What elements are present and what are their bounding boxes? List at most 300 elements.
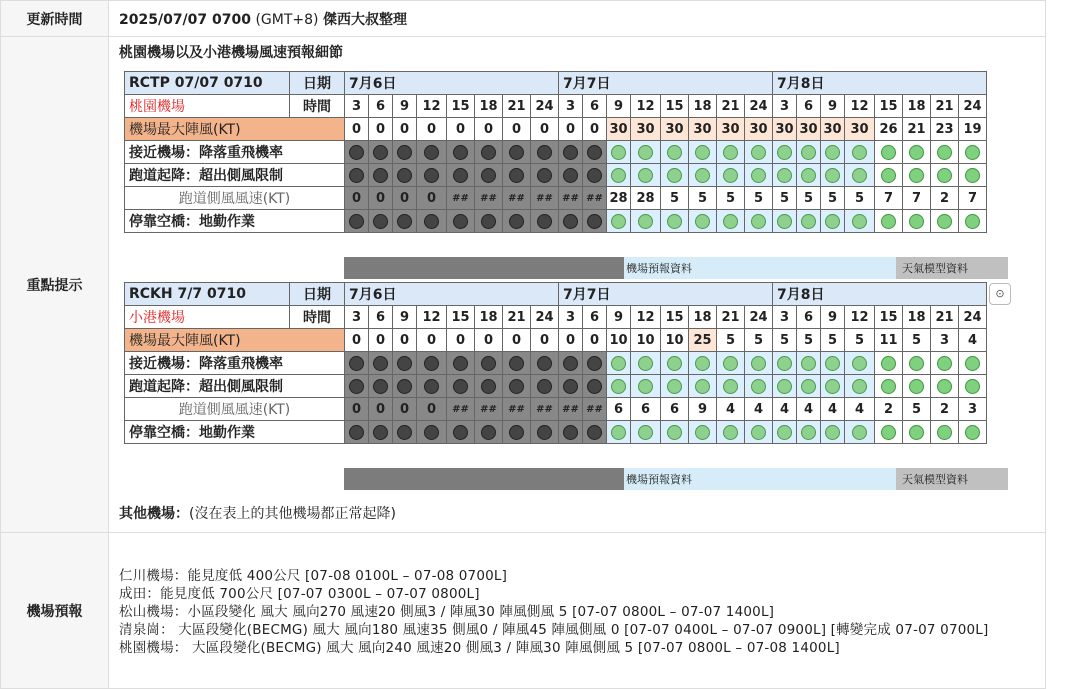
risk-cell xyxy=(661,164,689,187)
status-dot-icon xyxy=(909,145,924,160)
risk-cell xyxy=(475,141,503,164)
status-dot-icon xyxy=(777,356,792,371)
status-dot-icon xyxy=(481,356,496,371)
gust-cell: 5 xyxy=(903,329,931,352)
status-dot-icon xyxy=(611,168,626,183)
status-dot-icon xyxy=(723,356,738,371)
gate-cell xyxy=(447,421,475,444)
hour-cell: 12 xyxy=(631,95,661,118)
hour-cell: 12 xyxy=(417,95,447,118)
hour-cell: 21 xyxy=(503,95,531,118)
risk-cell xyxy=(745,164,773,187)
status-dot-icon xyxy=(881,379,896,394)
risk-cell xyxy=(417,352,447,375)
status-dot-icon xyxy=(667,425,682,440)
xwind-cell: ## xyxy=(531,187,559,210)
risk-cell xyxy=(559,352,583,375)
risk-cell xyxy=(689,141,717,164)
status-dot-icon xyxy=(424,168,439,183)
xwind-cell: 28 xyxy=(607,187,631,210)
xwind-row xyxy=(125,398,987,421)
other-note: (沒在表上的其他機場都正常起降) xyxy=(189,506,396,522)
status-dot-icon xyxy=(481,168,496,183)
status-dot-icon xyxy=(453,214,468,229)
status-dot-icon xyxy=(563,425,578,440)
time-label: 時間 xyxy=(290,95,345,118)
gate-cell xyxy=(959,421,987,444)
gate-cell xyxy=(531,210,559,233)
risk-row xyxy=(125,352,987,375)
hour-cell: 18 xyxy=(475,95,503,118)
status-dot-icon xyxy=(909,214,924,229)
risk-cell xyxy=(503,164,531,187)
legend-forecast-label: 機場預報資料 xyxy=(626,473,692,486)
risk-cell xyxy=(583,164,607,187)
gate-cell xyxy=(607,210,631,233)
status-dot-icon xyxy=(453,425,468,440)
status-dot-icon xyxy=(638,214,653,229)
status-dot-icon xyxy=(397,425,412,440)
gust-cell: 0 xyxy=(393,329,417,352)
status-dot-icon xyxy=(852,425,867,440)
gate-label: 停靠空橋：地勤作業 xyxy=(125,210,345,233)
hour-cell: 18 xyxy=(475,306,503,329)
status-dot-icon xyxy=(349,168,364,183)
status-dot-icon xyxy=(937,145,952,160)
airport-code: RCTP 07/07 0710 xyxy=(125,72,290,95)
status-dot-icon xyxy=(937,214,952,229)
gust-cell: 0 xyxy=(417,118,447,141)
risk-cell xyxy=(959,141,987,164)
status-dot-icon xyxy=(611,214,626,229)
risk-cell xyxy=(959,375,987,398)
hour-cell: 6 xyxy=(369,306,393,329)
status-dot-icon xyxy=(777,168,792,183)
gate-cell xyxy=(717,210,745,233)
hour-cell: 6 xyxy=(583,95,607,118)
status-dot-icon xyxy=(349,379,364,394)
hour-cell: 24 xyxy=(959,306,987,329)
xwind-cell: 0 xyxy=(417,187,447,210)
status-dot-icon xyxy=(397,356,412,371)
gust-row xyxy=(125,118,987,141)
hour-cell: 24 xyxy=(745,95,773,118)
status-dot-icon xyxy=(373,145,388,160)
xwind-cell: 9 xyxy=(689,398,717,421)
gust-cell: 30 xyxy=(845,118,875,141)
status-dot-icon xyxy=(825,214,840,229)
xwind-cell: 7 xyxy=(959,187,987,210)
gust-cell: 5 xyxy=(797,329,821,352)
hour-cell: 24 xyxy=(531,306,559,329)
airport-code: RCKH 7/7 0710 xyxy=(125,283,290,306)
risk-cell xyxy=(797,375,821,398)
risk-cell xyxy=(821,164,845,187)
risk-cell xyxy=(931,352,959,375)
status-dot-icon xyxy=(801,356,816,371)
risk-row xyxy=(125,141,987,164)
status-dot-icon xyxy=(751,356,766,371)
xwind-cell: ## xyxy=(503,398,531,421)
status-dot-icon xyxy=(881,425,896,440)
xwind-cell: 0 xyxy=(369,398,393,421)
risk-cell xyxy=(661,375,689,398)
status-dot-icon xyxy=(777,379,792,394)
status-dot-icon xyxy=(852,145,867,160)
risk-cell xyxy=(717,141,745,164)
gust-cell: 0 xyxy=(393,118,417,141)
status-dot-icon xyxy=(453,356,468,371)
gate-cell xyxy=(689,421,717,444)
status-dot-icon xyxy=(723,145,738,160)
risk-cell xyxy=(845,352,875,375)
header-row xyxy=(125,283,987,306)
gust-cell: 30 xyxy=(607,118,631,141)
gust-cell: 0 xyxy=(531,329,559,352)
status-dot-icon xyxy=(638,145,653,160)
risk-row xyxy=(125,375,987,398)
status-dot-icon xyxy=(852,379,867,394)
status-dot-icon xyxy=(453,145,468,160)
risk-cell xyxy=(845,164,875,187)
xwind-cell: 4 xyxy=(745,398,773,421)
hour-cell: 15 xyxy=(875,306,903,329)
status-dot-icon xyxy=(638,379,653,394)
status-dot-icon xyxy=(751,168,766,183)
gate-cell xyxy=(607,421,631,444)
status-dot-icon xyxy=(695,168,710,183)
risk-cell xyxy=(903,375,931,398)
xwind-cell: 4 xyxy=(773,398,797,421)
status-dot-icon xyxy=(801,379,816,394)
status-dot-icon xyxy=(397,379,412,394)
status-dot-icon xyxy=(909,356,924,371)
gust-row xyxy=(125,329,987,352)
hour-cell: 18 xyxy=(689,306,717,329)
status-dot-icon xyxy=(537,145,552,160)
risk-cell xyxy=(903,141,931,164)
gust-cell: 10 xyxy=(607,329,631,352)
gust-cell: 26 xyxy=(875,118,903,141)
risk-cell xyxy=(417,375,447,398)
gate-cell xyxy=(745,210,773,233)
gust-cell: 5 xyxy=(745,329,773,352)
risk-cell xyxy=(583,352,607,375)
risk-cell xyxy=(345,141,369,164)
risk-cell xyxy=(559,141,583,164)
status-dot-icon xyxy=(349,425,364,440)
status-dot-icon xyxy=(937,379,952,394)
xwind-cell: ## xyxy=(503,187,531,210)
status-dot-icon xyxy=(751,425,766,440)
hour-cell: 12 xyxy=(845,95,875,118)
status-dot-icon xyxy=(667,379,682,394)
status-dot-icon xyxy=(611,356,626,371)
hour-cell: 9 xyxy=(607,95,631,118)
risk-cell xyxy=(797,352,821,375)
airport-name: 桃園機場 xyxy=(125,95,290,118)
gust-cell: 0 xyxy=(531,118,559,141)
status-dot-icon xyxy=(509,379,524,394)
hour-cell: 3 xyxy=(773,95,797,118)
status-dot-icon xyxy=(852,168,867,183)
highlight-content xyxy=(109,37,1046,533)
hour-cell: 21 xyxy=(503,306,531,329)
gate-cell xyxy=(531,421,559,444)
risk-cell xyxy=(745,375,773,398)
status-dot-icon xyxy=(695,425,710,440)
gust-cell: 19 xyxy=(959,118,987,141)
status-dot-icon xyxy=(801,145,816,160)
status-dot-icon xyxy=(509,168,524,183)
status-dot-icon xyxy=(453,379,468,394)
hour-cell: 24 xyxy=(959,95,987,118)
xwind-cell: 2 xyxy=(875,398,903,421)
risk-cell xyxy=(875,375,903,398)
forecast-label: 機場預報 xyxy=(1,533,109,689)
status-dot-icon xyxy=(587,425,602,440)
gate-cell xyxy=(797,421,821,444)
day-label: 7月8日 xyxy=(773,283,987,306)
hour-cell: 15 xyxy=(875,95,903,118)
risk-cell xyxy=(607,141,631,164)
risk-cell xyxy=(531,375,559,398)
risk-cell xyxy=(821,141,845,164)
status-dot-icon xyxy=(537,425,552,440)
risk-cell xyxy=(931,141,959,164)
gust-cell: 10 xyxy=(661,329,689,352)
status-dot-icon xyxy=(965,356,980,371)
risk-cell xyxy=(447,164,475,187)
risk-label: 接近機場：降落重飛機率 xyxy=(125,141,345,164)
hour-cell: 18 xyxy=(689,95,717,118)
gust-cell: 30 xyxy=(717,118,745,141)
gust-cell: 0 xyxy=(583,118,607,141)
xwind-cell: 7 xyxy=(903,187,931,210)
status-dot-icon xyxy=(965,168,980,183)
xwind-cell: 6 xyxy=(607,398,631,421)
risk-cell xyxy=(417,164,447,187)
gate-cell xyxy=(903,421,931,444)
hour-cell: 3 xyxy=(345,95,369,118)
risk-cell xyxy=(797,164,821,187)
risk-cell xyxy=(475,352,503,375)
gust-cell: 0 xyxy=(503,118,531,141)
risk-cell xyxy=(745,141,773,164)
gate-cell xyxy=(931,210,959,233)
day-label: 7月6日 xyxy=(345,72,559,95)
gate-cell xyxy=(631,210,661,233)
gust-cell: 23 xyxy=(931,118,959,141)
status-dot-icon xyxy=(509,145,524,160)
gust-cell: 21 xyxy=(903,118,931,141)
risk-cell xyxy=(583,141,607,164)
gate-cell xyxy=(959,210,987,233)
status-dot-icon xyxy=(723,168,738,183)
risk-cell xyxy=(503,141,531,164)
gate-cell xyxy=(345,421,369,444)
status-dot-icon xyxy=(537,214,552,229)
status-dot-icon xyxy=(587,214,602,229)
risk-cell xyxy=(745,352,773,375)
xwind-cell: 5 xyxy=(773,187,797,210)
gust-cell: 10 xyxy=(631,329,661,352)
gust-cell: 0 xyxy=(583,329,607,352)
status-dot-icon xyxy=(509,356,524,371)
gate-cell xyxy=(797,210,821,233)
risk-label: 跑道起降：超出側風限制 xyxy=(125,375,345,398)
xwind-cell: 5 xyxy=(797,187,821,210)
status-dot-icon xyxy=(881,168,896,183)
gust-cell: 0 xyxy=(559,329,583,352)
hour-cell: 15 xyxy=(661,95,689,118)
xwind-cell: 7 xyxy=(875,187,903,210)
status-dot-icon xyxy=(481,145,496,160)
status-dot-icon xyxy=(537,379,552,394)
status-dot-icon xyxy=(723,379,738,394)
risk-cell xyxy=(903,164,931,187)
forecast-text: 仁川機場：能見度低 400公尺 [07-08 0100L – 07-08 0700L] 成田：能見度低 700公尺 [07-07 0300L – 07-07 0800L] 松山機場：小區段變化 風大 風向270 風速20 側風3 / 陣風30 陣風側風 5 [07-07 0800L – 07-07 1400L] 清泉崗： 大區段變化(BECMG) 風大 風向180 風速35 側風0 / 陣風45 陣風側風 0 [07-07 0400L – 07-07 0900L] [轉變完成 07-07 0700L] 桃園機場： 大區段變化(BECMG) 風大 風向240 風速20 側風3 / 陣風30 陣風側風 5 [07-07 0800L – 07-08 1400L] xyxy=(109,533,1046,689)
day-label: 7月8日 xyxy=(773,72,987,95)
risk-cell xyxy=(369,164,393,187)
status-dot-icon xyxy=(481,379,496,394)
xwind-cell: 5 xyxy=(745,187,773,210)
hour-row xyxy=(125,95,987,118)
status-dot-icon xyxy=(777,214,792,229)
risk-cell xyxy=(689,164,717,187)
risk-cell xyxy=(773,375,797,398)
risk-cell xyxy=(447,375,475,398)
gust-cell: 0 xyxy=(369,329,393,352)
status-dot-icon xyxy=(667,145,682,160)
xwind-label: 跑道側風風速(KT) xyxy=(125,187,345,210)
hour-cell: 6 xyxy=(797,95,821,118)
forecast-grid xyxy=(124,71,987,233)
risk-cell xyxy=(773,164,797,187)
xwind-cell: 5 xyxy=(661,187,689,210)
status-dot-icon xyxy=(695,214,710,229)
hour-cell: 9 xyxy=(607,306,631,329)
xwind-cell: 5 xyxy=(717,187,745,210)
status-dot-icon xyxy=(424,214,439,229)
date-label: 日期 xyxy=(290,283,345,306)
status-dot-icon xyxy=(695,145,710,160)
gate-cell xyxy=(583,421,607,444)
risk-cell xyxy=(631,352,661,375)
gate-cell xyxy=(845,210,875,233)
gate-cell xyxy=(845,421,875,444)
status-dot-icon xyxy=(937,168,952,183)
risk-cell xyxy=(875,141,903,164)
risk-cell xyxy=(475,375,503,398)
gust-cell: 25 xyxy=(689,329,717,352)
xwind-cell: ## xyxy=(531,398,559,421)
gate-cell xyxy=(661,421,689,444)
risk-cell xyxy=(845,375,875,398)
xwind-label: 跑道側風風速(KT) xyxy=(125,398,345,421)
xwind-cell: 0 xyxy=(345,398,369,421)
gate-cell xyxy=(393,421,417,444)
risk-cell xyxy=(531,141,559,164)
hour-cell: 18 xyxy=(903,306,931,329)
xwind-cell: ## xyxy=(447,187,475,210)
status-dot-icon xyxy=(638,425,653,440)
xwind-cell: 4 xyxy=(821,398,845,421)
hour-cell: 21 xyxy=(931,306,959,329)
risk-cell xyxy=(559,164,583,187)
xwind-cell: 4 xyxy=(717,398,745,421)
risk-label: 跑道起降：超出側風限制 xyxy=(125,164,345,187)
risk-cell xyxy=(531,352,559,375)
xwind-cell: 5 xyxy=(903,398,931,421)
status-dot-icon xyxy=(777,425,792,440)
gust-label: 機場最大陣風(KT) xyxy=(125,118,345,141)
status-dot-icon xyxy=(563,145,578,160)
legend-model-label: 天氣模型資料 xyxy=(902,473,968,486)
risk-cell xyxy=(607,375,631,398)
risk-cell xyxy=(631,164,661,187)
risk-cell xyxy=(607,164,631,187)
risk-cell xyxy=(689,352,717,375)
update-label: 更新時間 xyxy=(1,1,109,37)
gate-cell xyxy=(875,210,903,233)
risk-cell xyxy=(717,375,745,398)
screenshot-icon[interactable]: ⊙ xyxy=(989,283,1011,305)
risk-cell xyxy=(875,352,903,375)
gate-cell xyxy=(745,421,773,444)
status-dot-icon xyxy=(667,168,682,183)
hour-cell: 15 xyxy=(447,306,475,329)
xwind-cell: 6 xyxy=(631,398,661,421)
xwind-cell: 0 xyxy=(393,187,417,210)
status-dot-icon xyxy=(852,214,867,229)
gust-cell: 0 xyxy=(345,118,369,141)
risk-cell xyxy=(931,164,959,187)
day-label: 7月7日 xyxy=(559,72,773,95)
gate-cell xyxy=(689,210,717,233)
risk-cell xyxy=(717,164,745,187)
hour-cell: 15 xyxy=(447,95,475,118)
status-dot-icon xyxy=(611,145,626,160)
status-dot-icon xyxy=(424,379,439,394)
risk-cell xyxy=(931,375,959,398)
risk-cell xyxy=(531,164,559,187)
status-dot-icon xyxy=(825,168,840,183)
hour-row xyxy=(125,306,987,329)
status-dot-icon xyxy=(881,145,896,160)
hour-cell: 3 xyxy=(559,306,583,329)
gust-cell: 30 xyxy=(661,118,689,141)
status-dot-icon xyxy=(397,145,412,160)
hour-cell: 21 xyxy=(717,95,745,118)
xwind-cell: 4 xyxy=(797,398,821,421)
risk-row xyxy=(125,164,987,187)
gate-cell xyxy=(345,210,369,233)
xwind-cell: 0 xyxy=(417,398,447,421)
gust-cell: 0 xyxy=(369,118,393,141)
other-title: 其他機場： xyxy=(119,506,189,522)
status-dot-icon xyxy=(638,356,653,371)
status-dot-icon xyxy=(965,379,980,394)
risk-cell xyxy=(345,375,369,398)
gate-cell xyxy=(559,421,583,444)
status-dot-icon xyxy=(909,168,924,183)
hour-cell: 9 xyxy=(821,95,845,118)
gust-cell: 0 xyxy=(475,118,503,141)
risk-cell xyxy=(959,164,987,187)
risk-cell xyxy=(773,352,797,375)
status-dot-icon xyxy=(611,379,626,394)
